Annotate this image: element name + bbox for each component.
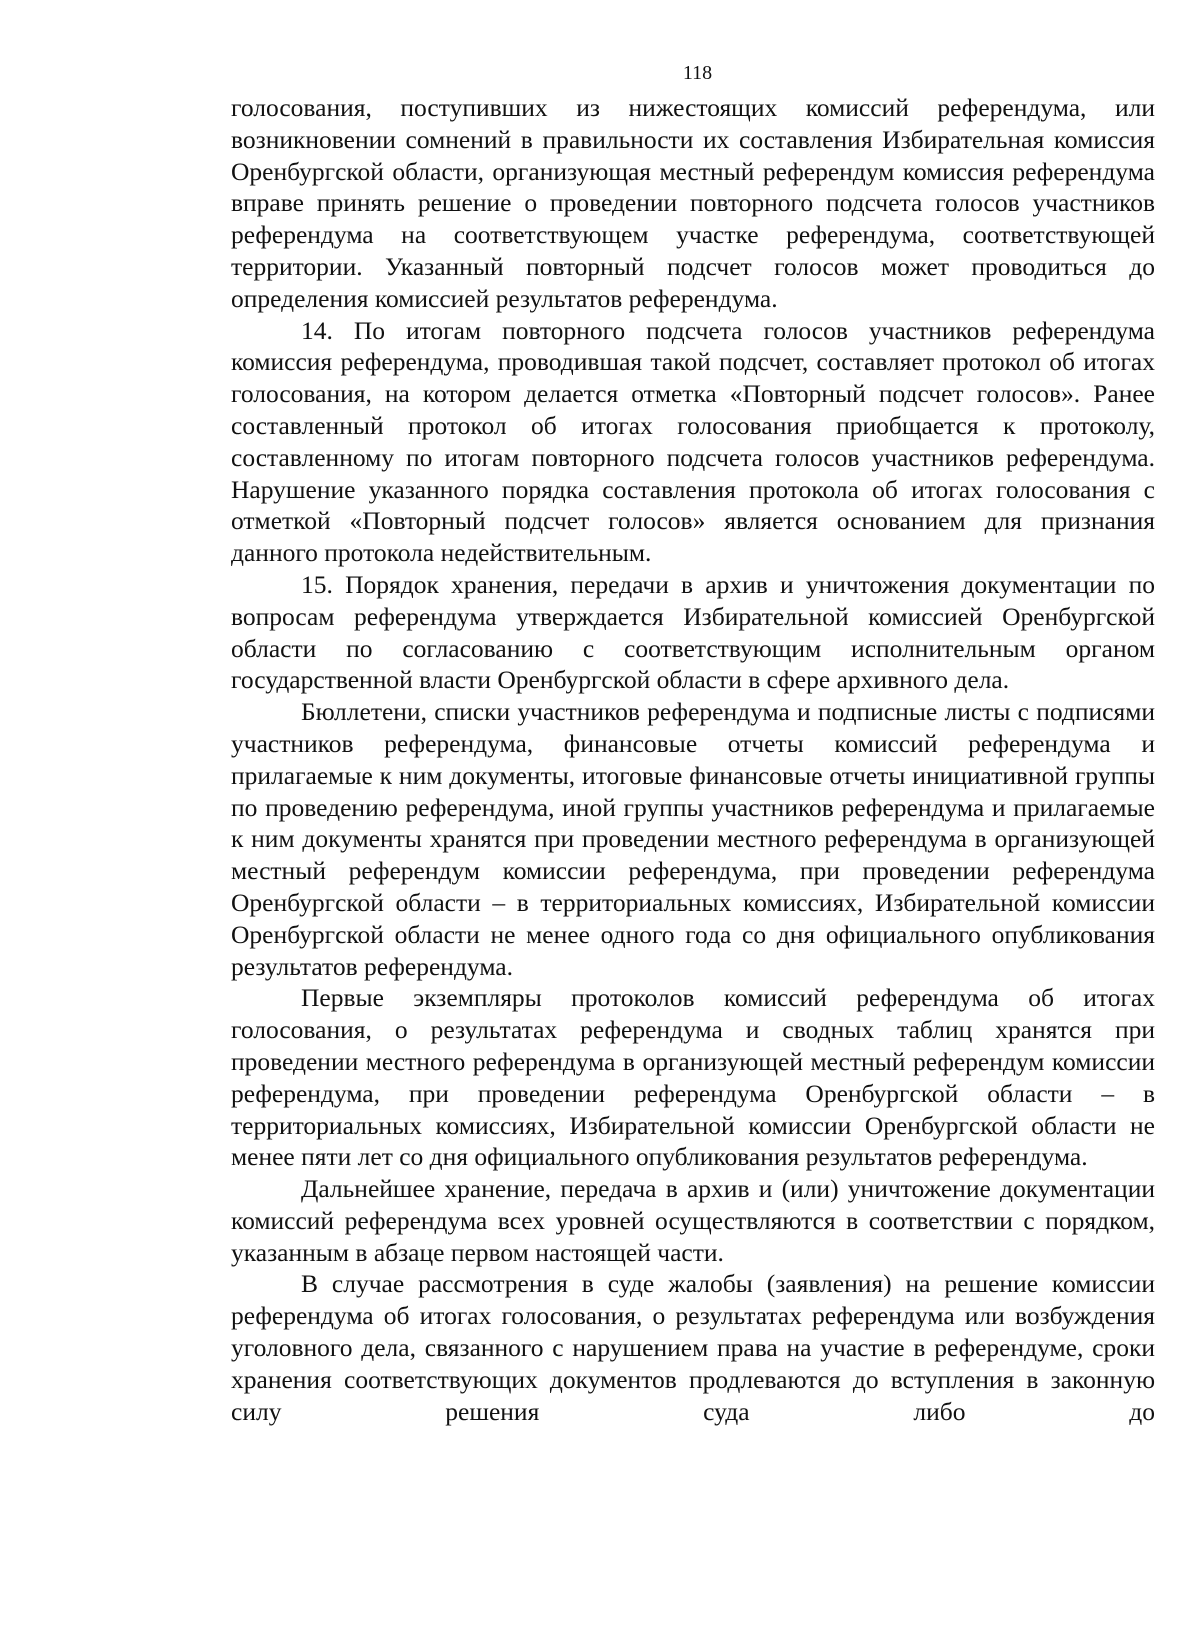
document-body [231,92,1155,1427]
paragraph-further-storage: Дальнейшее хранение, передача в архив и (или) уничтожение документации комиссий референдума всех уровней осуществляются в соответствии с порядком, указанным в абзаце первом настоящей части. [231,1174,1155,1267]
paragraph-continuation: голосования, поступивших из нижестоящих комиссий референдума, или возникновении сомнений в правильности их составления Избирательная комиссия Оренбургской области, организующая местный референдум комиссия референдума вправе принять решение о проведении повторного подсчета голосов участников референдума на соответствующем участке референдума, соответствующей территории. Указанный повторный подсчет голосов может проводиться до определения комиссией результатов референдума. [231,93,1155,313]
paragraph-court-case: В случае рассмотрения в суде жалобы (заявления) на решение комиссии референдума об итогах голосования, о результатах референдума или возбуждения уголовного дела, связанного с нарушением права на участие в референдуме, сроки хранения соответствующих документов продлеваются до вступления в законную силу решения суда либо до [231,1269,1155,1426]
paragraph-ballots-storage: Бюллетени, списки участников референдума и подписные листы с подписями участников референдума, финансовые отчеты комиссий референдума и прилагаемые к ним документы, итоговые финансовые отчеты инициативной группы по проведению референдума, иной группы участников референдума и прилагаемые к ним документы хранятся при проведении местного референдума в организующей местный референдум комиссии референдума, при проведении референдума Оренбургской области – в территориальных комиссиях, Избирательной комиссии Оренбургской области не менее одного года со дня официального опубликования результатов референдума. [231,697,1155,981]
paragraph-protocols-storage: Первые экземпляры протоколов комиссий референдума об итогах голосования, о результатах референдума и сводных таблиц хранятся при проведении местного референдума в организующей местный референдум комиссии референдума, при проведении референдума Оренбургской области – в территориальных комиссиях, Избирательной комиссии Оренбургской области не менее пяти лет со дня официального опубликования результатов референдума. [231,983,1155,1172]
paragraph-item-15: 15. Порядок хранения, передачи в архив и уничтожения документации по вопросам референдума утверждается Избирательной комиссией Оренбургской области по согласованию с соответствующим исполнительным органом государственной власти Оренбургской области в сфере архивного дела. [231,569,1155,695]
page-number: 118 [682,62,713,84]
paragraph-item-14: 14. По итогам повторного подсчета голосов участников референдума комиссия референдума, проводившая такой подсчет, составляет протокол об итогах голосования, на котором делается отметка «Повторный подсчет голосов». Ранее составленный протокол об итогах голосования приобщается к протоколу, составленному по итогам повторного подсчета голосов участников референдума. Нарушение указанного порядка составления протокола об итогах голосования с отметкой «Повторный подсчет голосов» является основанием для признания данного протокола недействительным. [231,315,1155,568]
